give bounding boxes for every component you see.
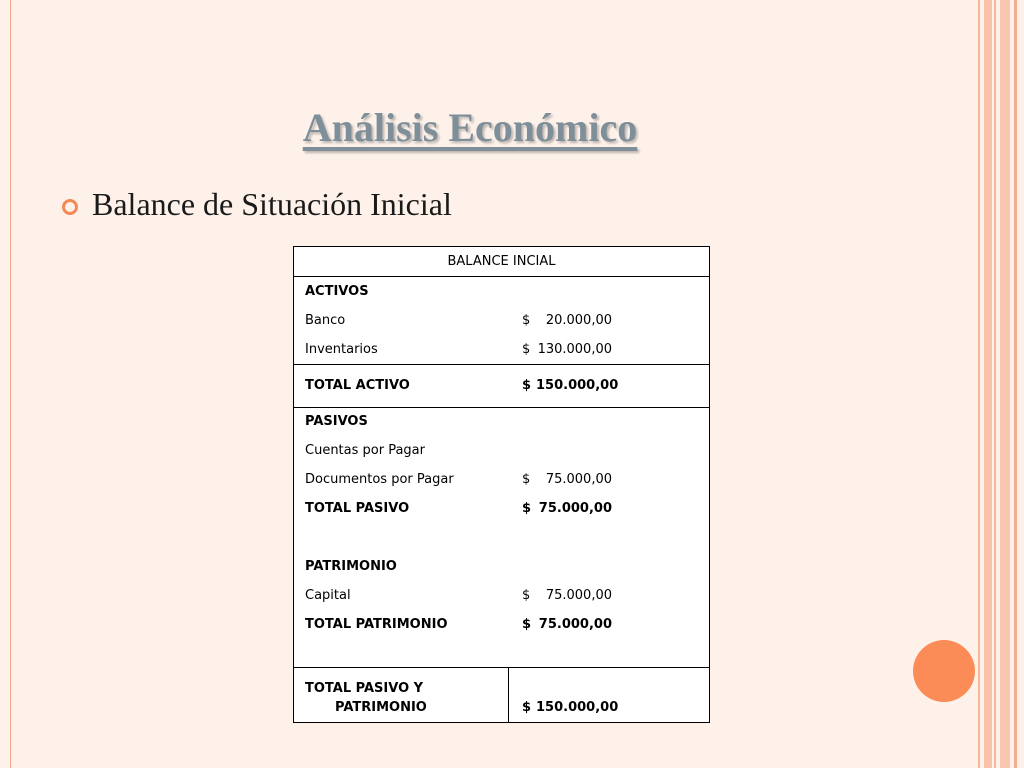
row-label: TOTAL PASIVO <box>305 501 410 516</box>
section-activos <box>294 277 709 306</box>
section-pasivos <box>294 407 709 436</box>
row-total-activo <box>294 371 709 400</box>
section-patrimonio <box>294 552 709 581</box>
row-amount: 150.000,00 <box>536 378 619 393</box>
row-divider <box>294 364 709 365</box>
row-amount: 20.000,00 <box>545 313 612 328</box>
row-currency: $ <box>522 501 532 516</box>
row-label: ACTIVOS <box>305 284 369 299</box>
bullet-ring-icon <box>62 199 78 215</box>
row-amount: 75.000,00 <box>545 472 612 487</box>
decorative-circle <box>913 640 975 702</box>
row-capital <box>294 581 709 610</box>
row-currency: $ <box>522 700 532 715</box>
row-total-patrimonio <box>294 610 709 639</box>
row-label: Cuentas por Pagar <box>305 443 425 458</box>
row-label: PATRIMONIO <box>305 559 397 574</box>
row-label-line1: TOTAL PASIVO Y <box>305 681 424 696</box>
row-label: Documentos por Pagar <box>305 472 454 487</box>
stripe <box>984 0 992 768</box>
row-currency: $ <box>522 378 532 393</box>
row-label: PASIVOS <box>305 414 368 429</box>
balance-table <box>293 246 710 723</box>
row-divider <box>294 667 709 668</box>
row-documentos-por-pagar <box>294 465 709 494</box>
row-currency: $ <box>522 342 531 357</box>
row-amount: 75.000,00 <box>538 617 612 632</box>
row-label: TOTAL PATRIMONIO <box>305 617 448 632</box>
table-header: BALANCE INCIAL <box>294 247 709 277</box>
row-amount: 75.000,00 <box>545 588 612 603</box>
row-currency: $ <box>522 588 531 603</box>
row-amount: 150.000,00 <box>536 700 619 715</box>
bullet-text: Balance de Situación Inicial <box>92 186 452 222</box>
row-label: Capital <box>305 588 351 603</box>
stripe <box>994 0 996 768</box>
row-label: TOTAL ACTIVO <box>305 378 410 393</box>
stripe <box>1000 0 1010 768</box>
column-divider <box>508 667 509 722</box>
row-amount: 130.000,00 <box>537 342 612 357</box>
row-label: Banco <box>305 313 346 328</box>
row-currency: $ <box>522 472 531 487</box>
row-label-line2: PATRIMONIO <box>335 700 427 715</box>
row-total-pasivo-patrimonio-label <box>305 679 427 717</box>
row-label: Inventarios <box>305 342 378 357</box>
slide-title: Análisis Económico <box>302 105 638 150</box>
stripe <box>978 0 980 768</box>
row-currency: $ <box>522 313 531 328</box>
decorative-stripes <box>976 0 1024 768</box>
stripe <box>1014 0 1017 768</box>
row-banco <box>294 306 709 335</box>
bullet-item <box>62 186 452 223</box>
row-inventarios <box>294 335 709 364</box>
row-cuentas-por-pagar <box>294 436 709 465</box>
row-currency: $ <box>522 617 532 632</box>
row-total-pasivo <box>294 494 709 523</box>
row-amount: 75.000,00 <box>538 501 612 516</box>
